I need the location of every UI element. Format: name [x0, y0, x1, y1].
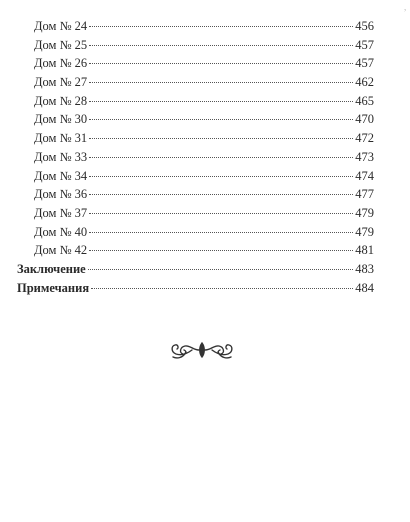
toc-subsection-entry [17, 223, 374, 242]
dot-leader [89, 45, 353, 46]
toc-entry-page-number: 457 [355, 37, 374, 52]
toc-subsection-entry [17, 148, 374, 167]
toc-entry-title: Примечания [17, 280, 90, 295]
toc-entry-page-number: 479 [355, 224, 374, 239]
toc-subsection-entry [17, 17, 374, 36]
toc-subsection-entry [17, 167, 374, 186]
toc-entry-title: Дом № 34 [34, 168, 88, 183]
page-edge-mark: , [404, 2, 407, 12]
toc-entry-title: Дом № 27 [34, 75, 88, 90]
toc-entry-page-number: 457 [355, 56, 374, 71]
toc-entry-title: Дом № 28 [34, 93, 88, 108]
dot-leader [89, 101, 353, 102]
dot-leader [89, 250, 353, 251]
toc-entry-page-number: 462 [355, 75, 374, 90]
dot-leader [91, 288, 353, 289]
dot-leader [89, 119, 353, 120]
toc-subsection-entry [17, 73, 374, 92]
toc-subsection-entry [17, 54, 374, 73]
toc-subsection-entry [17, 129, 374, 148]
toc-subsection-entry [17, 36, 374, 55]
dot-leader [89, 176, 353, 177]
toc-entry-title: Заключение [17, 261, 86, 276]
toc-entry-page-number: 472 [355, 131, 374, 146]
dot-leader [89, 213, 353, 214]
toc-entry-title: Дом № 42 [34, 243, 88, 258]
toc-subsection-entry [17, 185, 374, 204]
toc-entry-title: Дом № 31 [34, 131, 88, 146]
toc-entry-page-number: 477 [355, 187, 374, 202]
toc-entry-title: Дом № 33 [34, 149, 88, 164]
toc-entry-page-number: 473 [355, 149, 374, 164]
toc-entry-page-number: 474 [355, 168, 374, 183]
dot-leader [89, 82, 353, 83]
toc-entry-title: Дом № 30 [34, 112, 88, 127]
dot-leader [89, 232, 353, 233]
toc-entry-page-number: 465 [355, 93, 374, 108]
toc-entry-title: Дом № 40 [34, 224, 88, 239]
toc-entry-page-number: 483 [355, 261, 374, 276]
toc-entry-title: Дом № 24 [34, 19, 88, 33]
toc-entry-title: Дом № 25 [34, 37, 88, 52]
toc-entry-page-number: 479 [355, 205, 374, 220]
toc-subsection-entry [17, 92, 374, 111]
dot-leader [89, 194, 353, 195]
toc-entry-title: Дом № 36 [34, 187, 88, 202]
toc-entry-page-number: 470 [355, 112, 374, 127]
toc-entry-page-number: 484 [355, 280, 374, 295]
dot-leader [89, 63, 353, 64]
toc-entry-page-number: 481 [355, 243, 374, 258]
dot-leader [89, 26, 353, 27]
toc-subsection-entry [17, 110, 374, 129]
toc-section-entry [17, 279, 374, 298]
toc-entry-title: Дом № 26 [34, 56, 88, 71]
toc-subsection-entry [17, 241, 374, 260]
toc-entry-title: Дом № 37 [34, 205, 88, 220]
toc-subsection-entry [17, 204, 374, 223]
table-of-contents [17, 17, 374, 297]
dot-leader [88, 269, 354, 270]
dot-leader [89, 138, 353, 139]
dot-leader [89, 157, 353, 158]
toc-entry-page-number: 456 [355, 19, 374, 33]
toc-section-entry [17, 260, 374, 279]
floral-ornament-icon [166, 338, 238, 362]
